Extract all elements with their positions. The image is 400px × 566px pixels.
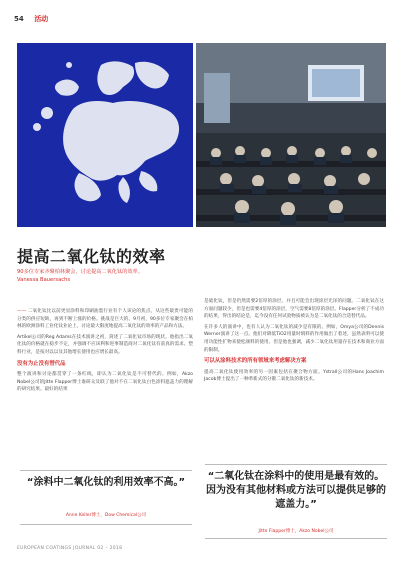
col1-paragraph-2: Artikel公司的Reg Adams在技术演讲之初，简述了二氧化钛市场的现状。他指出二氧化钛的价格就在稳步不定，并强调不应该利和进事制造商对二氧化钛有前真的需求。塑料行业，是按对以以及其他增长使用也应增长最高。 xyxy=(17,334,193,355)
quote2-rule-top xyxy=(205,464,387,465)
pull-quote-1: “涂料中二氧化钛的利用效率不高。” xyxy=(26,477,186,488)
subheading-1: 没有为止没有替代品 xyxy=(17,360,66,367)
lead-author: Vanessa Bauersachs xyxy=(17,277,71,283)
dash-marker: —— xyxy=(17,309,28,314)
quote2-rule-bottom xyxy=(205,538,387,539)
col2-paragraph-3: 提高二氧化钛使用效率的另一因素包括在聚合物方面。Ystrall公司的Hans Joachim Jacob博士提出了一种革新式的分散二氧化钛的新技术。 xyxy=(204,369,384,383)
page-footer: EUROPEAN COATINGS JOURNAL 02 – 2018 xyxy=(17,546,123,551)
article-lead xyxy=(17,268,247,284)
europe-map-graphic xyxy=(17,43,193,227)
article-title: 提高二氧化钛的效率 xyxy=(17,247,166,266)
page-number: 54 xyxy=(14,15,24,23)
pull-quote-2: “二氧化钛在涂料中的使用是最有效的。因为没有其他材料或方法可以提供足够的遮盖力。” xyxy=(206,471,386,510)
lead-summary: 90多位专家齐聚柏林聚会，讨论提高二氧化钛的效率。 xyxy=(17,269,143,275)
pull-quote-2-attribution: Jitte Flapper博士，Akzo Nobel公司 xyxy=(258,529,334,534)
conference-graphic xyxy=(196,43,386,227)
col2-paragraph-1: 是硫化钛，但是仍然需要2倍厚的涂层，并且可能会出现涂层光泽的问题。二氧化钛在这方面问题较少，但是也需要4倍厚的涂层，空气需要8倍厚的涂层。Flapper分析了不成功的结果，得出的结论是，迄今没有任何试验物质被认为是二氧化钛的合适替代品。 xyxy=(204,299,384,320)
column-right xyxy=(204,298,384,387)
column-left xyxy=(17,308,193,397)
quote-rule-bottom xyxy=(20,524,192,525)
col2-paragraph-2: 在许多人的演讲中，也有人认为二氧化钛的减少是有限的。例如，Omya公司的Dennis Werner演讲了这一点。他们对降低TiO2用量时填料的作用做出了着述，虽然表明可以使用功能性扩物来使松颜料的使用。但是他也强调，减少二氧化钛用量存在技术和商业方面的限制。 xyxy=(204,324,384,353)
col1-paragraph-3: 整个演讲和讨论都贯穿了一条红线，即认为二氧化钛是不可替代的。例如，Akzo Nobel公司的Jitte Flapper博士谁研众及联了他对不在二氧化钛白色涂料遮盖力的理解的研究结果。最好的结果 xyxy=(17,372,193,393)
subheading-2: 可以从涂料技术的所有领域来考虑解决方案 xyxy=(204,358,307,365)
conference-photo xyxy=(196,43,386,227)
col1-paragraph-1: 二氧化钛比以前更显涂料和印刷油墨行业有个人该论的焦点。从这些最贵可能的分类的供应短缺，再到不断上涨的价格。挑战是巨大的。9月初，90多位专家聚会在柏林的欧洲涂料工业化钛业论上，讨论最大限度地提高二氧化钛的效率的产品和方法。 xyxy=(17,309,193,330)
europe-map-image xyxy=(17,43,193,227)
quote-rule-top xyxy=(20,470,192,471)
page-header xyxy=(14,14,48,24)
section-label: 活动 xyxy=(34,15,49,23)
pull-quote-1-attribution: Anne Koller博士，Dow Chemical公司 xyxy=(65,513,147,518)
